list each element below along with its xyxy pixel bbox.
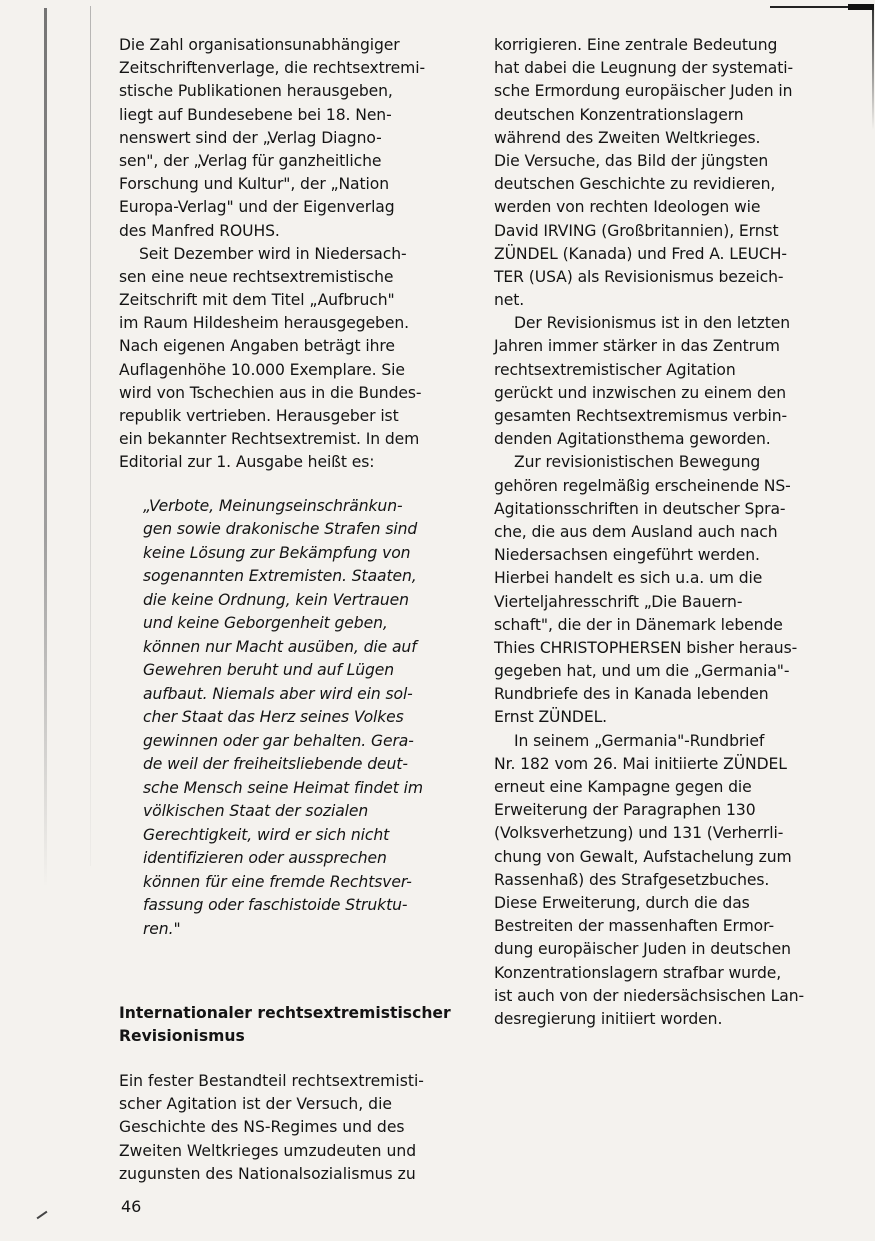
right-paragraph-3	[494, 451, 839, 729]
quote-line: cher Staat das Herz seines Volkes	[143, 708, 404, 727]
left-column	[119, 34, 459, 941]
text-line: David IRVING (Großbritannien), Ernst	[494, 221, 779, 240]
text-line: wird von Tschechien aus in die Bundes-	[119, 383, 422, 402]
text-line: Europa-Verlag" und der Eigenverlag	[119, 198, 395, 217]
quote-line: sche Mensch seine Heimat findet im	[143, 778, 423, 797]
text-line: desregierung initiiert worden.	[494, 1009, 723, 1028]
quote-line: fassung oder faschistoide Struktu-	[143, 896, 408, 915]
editorial-quote	[119, 495, 459, 942]
text-line: liegt auf Bundesebene bei 18. Nen-	[119, 105, 392, 124]
text-line: werden von rechten Ideologen wie	[494, 198, 761, 217]
quote-line: ren."	[143, 919, 181, 938]
right-paragraph-1	[494, 34, 839, 312]
left-paragraph-2	[119, 243, 459, 475]
text-line: schaft", die der in Dänemark lebende	[494, 615, 783, 634]
text-line: Seit Dezember wird in Niedersach-	[139, 244, 407, 263]
text-line: net.	[494, 291, 525, 310]
text-line: gerückt und inzwischen zu einem den	[494, 383, 787, 402]
text-line: des Manfred ROUHS.	[119, 221, 280, 240]
text-line: (Volksverhetzung) und 131 (Verherrli-	[494, 824, 784, 843]
text-line: Erweiterung der Paragraphen 130	[494, 801, 756, 820]
quote-line: und keine Geborgenheit geben,	[143, 614, 388, 633]
right-paragraph-2	[494, 312, 839, 451]
text-line: während des Zweiten Weltkrieges.	[494, 128, 761, 147]
text-line: Konzentrationslagern strafbar wurde,	[494, 963, 782, 982]
section-heading	[119, 1002, 451, 1048]
text-line: Hierbei handelt es sich u.a. um die	[494, 569, 763, 588]
text-line: Auflagenhöhe 10.000 Exemplare. Sie	[119, 360, 405, 379]
right-column	[494, 34, 839, 1031]
text-line: sen", der „Verlag für ganzheitliche	[119, 151, 382, 170]
text-line: dung europäischer Juden in deutschen	[494, 940, 791, 959]
text-line: Ernst ZÜNDEL.	[494, 708, 608, 727]
scan-edge-right	[872, 10, 874, 130]
quote-line: gewinnen oder gar behalten. Gera-	[143, 731, 414, 750]
text-line: zugunsten des Nationalsozialismus zu	[119, 1164, 416, 1183]
text-line: Geschichte des NS-Regimes und des	[119, 1118, 405, 1137]
text-line: che, die aus dem Ausland auch nach	[494, 522, 778, 541]
text-line: Vierteljahresschrift „Die Bauern-	[494, 592, 743, 611]
quote-line: gen sowie drakonische Strafen sind	[143, 520, 418, 539]
text-line: gesamten Rechtsextremismus verbin-	[494, 407, 788, 425]
text-line: TER (USA) als Revisionismus bezeich-	[494, 267, 784, 286]
text-line: nenswert sind der „Verlag Diagno-	[119, 128, 382, 147]
text-line: Rassenhaß) des Strafgesetzbuches.	[494, 870, 770, 889]
quote-line: die keine Ordnung, kein Vertrauen	[143, 590, 409, 609]
quote-line: völkischen Staat der sozialen	[143, 802, 369, 821]
text-line: Thies CHRISTOPHERSEN bisher heraus-	[494, 638, 798, 657]
text-line: Nr. 182 vom 26. Mai initiierte ZÜNDEL	[494, 754, 787, 773]
scan-edge-gutter	[90, 6, 91, 866]
text-line: korrigieren. Eine zentrale Bedeutung	[494, 36, 778, 54]
quote-line: keine Lösung zur Bekämpfung von	[143, 543, 411, 562]
text-line: Zur revisionistischen Bewegung	[514, 453, 761, 472]
text-line: Die Zahl organisationsunabhängiger	[119, 36, 400, 54]
text-line: hat dabei die Leugnung der systemati-	[494, 59, 793, 78]
right-paragraph-4	[494, 730, 839, 1031]
text-line: In seinem „Germania"-Rundbrief	[514, 731, 765, 750]
text-line: Zeitschriftenverlage, die rechtsextremi-	[119, 59, 425, 78]
quote-line: „Verbote, Meinungseinschränkun-	[143, 496, 403, 515]
text-line: Ein fester Bestandteil rechtsextremisti-	[119, 1072, 424, 1090]
text-line: gehören regelmäßig erscheinende NS-	[494, 476, 791, 495]
text-line: gegeben hat, und um die „Germania"-	[494, 662, 790, 681]
text-line: scher Agitation ist der Versuch, die	[119, 1095, 392, 1114]
left-paragraph-1	[119, 34, 459, 243]
text-line: stische Publikationen herausgeben,	[119, 82, 393, 101]
scan-edge-left	[44, 8, 47, 888]
text-line: ist auch von der niedersächsischen Lan-	[494, 986, 805, 1005]
quote-line: können nur Macht ausüben, die auf	[143, 637, 417, 656]
text-line: Zeitschrift mit dem Titel „Aufbruch"	[119, 291, 395, 310]
text-line: denden Agitationsthema geworden.	[494, 430, 771, 449]
text-line: Niedersachsen eingeführt werden.	[494, 546, 760, 565]
text-line: chung von Gewalt, Aufstachelung zum	[494, 847, 792, 866]
text-line: Die Versuche, das Bild der jüngsten	[494, 151, 769, 170]
text-line: im Raum Hildesheim herausgegeben.	[119, 314, 409, 333]
quote-line: können für eine fremde Rechtsver-	[143, 872, 412, 891]
quote-line: sogenannten Extremisten. Staaten,	[143, 567, 417, 586]
text-line: Zweiten Weltkrieges umzudeuten und	[119, 1141, 417, 1160]
text-line: sen eine neue rechtsextremistische	[119, 267, 394, 286]
text-line: Agitationsschriften in deutscher Spra-	[494, 499, 786, 518]
page-number: 46	[121, 1197, 142, 1216]
quote-line: aufbaut. Niemals aber wird ein sol-	[143, 684, 413, 703]
text-line: Diese Erweiterung, durch die das	[494, 893, 750, 912]
text-line: Jahren immer stärker in das Zentrum	[494, 337, 780, 356]
heading-line: Internationaler rechtsextremistischer	[119, 1004, 451, 1022]
text-line: deutschen Geschichte zu revidieren,	[494, 175, 776, 194]
text-line: erneut eine Kampagne gegen die	[494, 778, 752, 796]
text-line: sche Ermordung europäischer Juden in	[494, 82, 793, 101]
text-line: deutschen Konzentrationslagern	[494, 105, 744, 124]
scan-edge-top-mark	[848, 4, 874, 10]
text-line: Forschung und Kultur", der „Nation	[119, 175, 389, 194]
quote-line: de weil der freiheitsliebende deut-	[143, 755, 408, 774]
quote-line: identifizieren oder aussprechen	[143, 849, 387, 868]
text-line: Bestreiten der massenhaften Ermor-	[494, 917, 774, 936]
quote-line: Gewehren beruht und auf Lügen	[143, 661, 395, 680]
text-line: Editorial zur 1. Ausgabe heißt es:	[119, 453, 375, 472]
text-line: ZÜNDEL (Kanada) und Fred A. LEUCH-	[494, 244, 787, 263]
quote-line: Gerechtigkeit, wird er sich nicht	[143, 825, 390, 844]
text-line: republik vertrieben. Herausgeber ist	[119, 407, 399, 425]
text-line: ein bekannter Rechtsextremist. In dem	[119, 430, 420, 449]
pencil-mark	[37, 1211, 48, 1220]
text-line: rechtsextremistischer Agitation	[494, 360, 736, 379]
text-line: Der Revisionismus ist in den letzten	[514, 314, 790, 333]
heading-line: Revisionismus	[119, 1027, 245, 1045]
left-paragraph-3	[119, 1070, 424, 1186]
text-line: Nach eigenen Angaben beträgt ihre	[119, 337, 395, 356]
text-line: Rundbriefe des in Kanada lebenden	[494, 685, 769, 704]
